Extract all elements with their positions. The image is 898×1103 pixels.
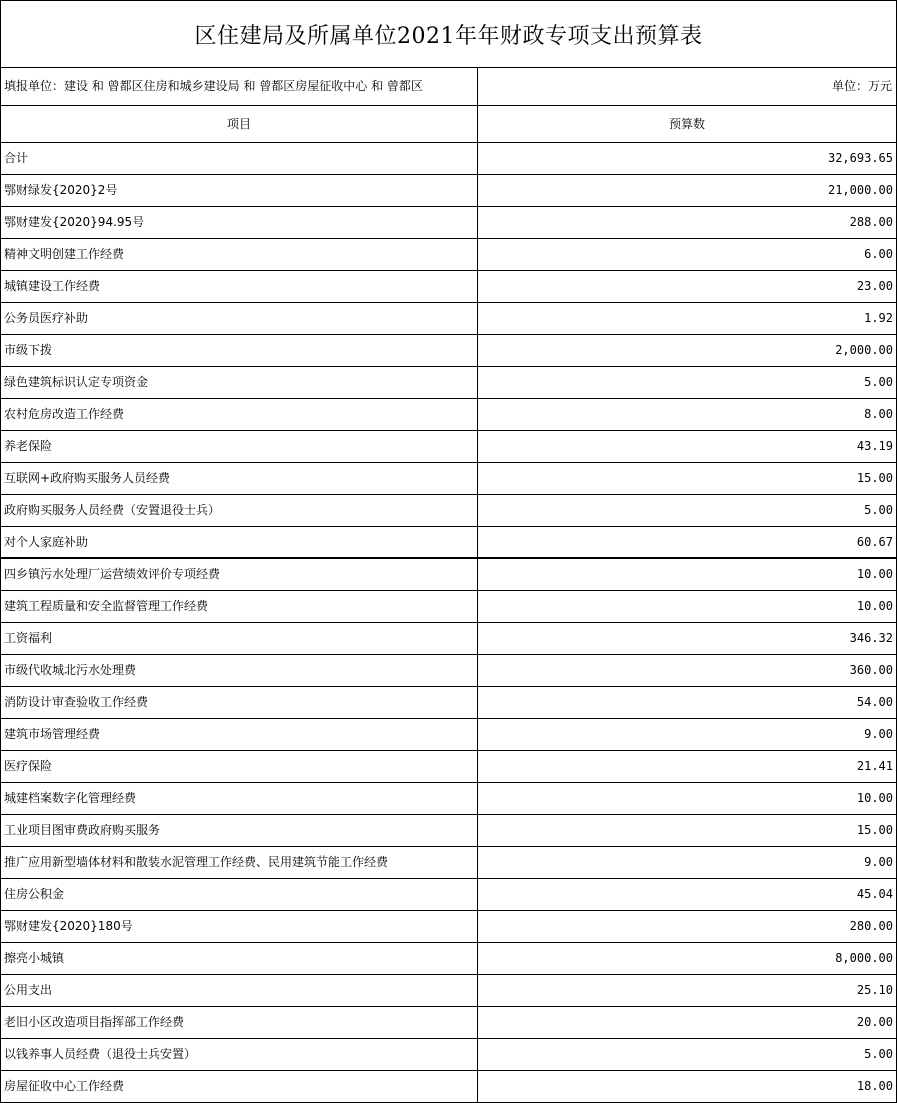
table-row bbox=[1, 623, 896, 655]
row-amount: 20.00 bbox=[856, 1015, 893, 1029]
row-amount: 1.92 bbox=[864, 311, 893, 325]
row-amount: 5.00 bbox=[864, 503, 893, 517]
table-body bbox=[1, 143, 896, 1103]
row-amount: 360.00 bbox=[849, 663, 893, 677]
row-amount: 10.00 bbox=[856, 599, 893, 613]
table-row bbox=[1, 367, 896, 399]
row-item-name: 养老保险 bbox=[1, 431, 478, 462]
row-amount: 5.00 bbox=[864, 375, 893, 389]
row-item-name: 工资福利 bbox=[1, 623, 478, 654]
table-row bbox=[1, 527, 896, 559]
column-header-item: 项目 bbox=[1, 106, 478, 142]
table-row bbox=[1, 431, 896, 463]
row-amount: 280.00 bbox=[849, 919, 893, 933]
row-amount: 15.00 bbox=[856, 823, 893, 837]
table-row bbox=[1, 655, 896, 687]
table-row bbox=[1, 207, 896, 239]
table-row bbox=[1, 591, 896, 623]
table-row bbox=[1, 783, 896, 815]
table-row bbox=[1, 239, 896, 271]
table-row bbox=[1, 335, 896, 367]
table-row bbox=[1, 303, 896, 335]
row-amount: 9.00 bbox=[864, 727, 893, 741]
row-item-name: 市级代收城北污水处理费 bbox=[1, 655, 478, 686]
row-amount: 60.67 bbox=[856, 535, 893, 549]
table-row bbox=[1, 815, 896, 847]
row-item-name: 以钱养事人员经费（退役士兵安置） bbox=[1, 1039, 478, 1070]
row-item-name: 合计 bbox=[1, 143, 478, 174]
row-item-name: 城建档案数字化管理经费 bbox=[1, 783, 478, 814]
row-item-name: 公用支出 bbox=[1, 975, 478, 1006]
row-amount: 288.00 bbox=[849, 215, 893, 229]
table-row bbox=[1, 1007, 896, 1039]
row-amount: 45.04 bbox=[856, 887, 893, 901]
row-item-name: 鄂财绿发{2020}2号 bbox=[1, 175, 478, 206]
row-amount: 54.00 bbox=[856, 695, 893, 709]
row-amount: 23.00 bbox=[856, 279, 893, 293]
row-item-name: 公务员医疗补助 bbox=[1, 303, 478, 334]
row-amount: 18.00 bbox=[856, 1079, 893, 1093]
table-row bbox=[1, 847, 896, 879]
table-row bbox=[1, 559, 896, 591]
table-row bbox=[1, 975, 896, 1007]
row-item-name: 擦亮小城镇 bbox=[1, 943, 478, 974]
row-item-name: 政府购买服务人员经费（安置退役士兵） bbox=[1, 495, 478, 526]
table-row bbox=[1, 399, 896, 431]
row-amount: 2,000.00 bbox=[835, 343, 893, 357]
row-item-name: 农村危房改造工作经费 bbox=[1, 399, 478, 430]
row-item-name: 精神文明创建工作经费 bbox=[1, 239, 478, 270]
row-amount: 10.00 bbox=[856, 567, 893, 581]
row-amount: 9.00 bbox=[864, 855, 893, 869]
row-item-name: 四乡镇污水处理厂运营绩效评价专项经费 bbox=[1, 559, 478, 590]
row-amount: 43.19 bbox=[856, 439, 893, 453]
row-amount: 10.00 bbox=[856, 791, 893, 805]
row-amount: 15.00 bbox=[856, 471, 893, 485]
table-row bbox=[1, 175, 896, 207]
row-amount: 21.41 bbox=[856, 759, 893, 773]
row-amount: 8.00 bbox=[864, 407, 893, 421]
column-header-amount: 预算数 bbox=[668, 117, 705, 131]
row-amount: 5.00 bbox=[864, 1047, 893, 1061]
reporting-unit: 填报单位：建设 和 曾都区住房和城乡建设局 和 曾都区房屋征收中心 和 曾都区 bbox=[1, 68, 478, 105]
row-item-name: 房屋征收中心工作经费 bbox=[1, 1071, 478, 1102]
table-row bbox=[1, 495, 896, 527]
table-row bbox=[1, 271, 896, 303]
row-item-name: 市级下拨 bbox=[1, 335, 478, 366]
row-item-name: 绿色建筑标识认定专项资金 bbox=[1, 367, 478, 398]
row-item-name: 消防设计审查验收工作经费 bbox=[1, 687, 478, 718]
row-item-name: 工业项目图审费政府购买服务 bbox=[1, 815, 478, 846]
table-row bbox=[1, 911, 896, 943]
table-row bbox=[1, 719, 896, 751]
row-amount: 8,000.00 bbox=[835, 951, 893, 965]
table-row bbox=[1, 463, 896, 495]
column-header-row bbox=[1, 106, 896, 143]
row-item-name: 鄂财建发{2020}94.95号 bbox=[1, 207, 478, 238]
table-row bbox=[1, 1071, 896, 1103]
table-row bbox=[1, 143, 896, 175]
row-amount: 21,000.00 bbox=[827, 183, 893, 197]
row-amount: 25.10 bbox=[856, 983, 893, 997]
table-row bbox=[1, 687, 896, 719]
currency-unit: 单位：万元 bbox=[831, 79, 892, 93]
row-item-name: 老旧小区改造项目指挥部工作经费 bbox=[1, 1007, 478, 1038]
row-item-name: 互联网+政府购买服务人员经费 bbox=[1, 463, 478, 494]
row-item-name: 建筑工程质量和安全监督管理工作经费 bbox=[1, 591, 478, 622]
row-amount: 32,693.65 bbox=[827, 151, 893, 165]
table-row bbox=[1, 943, 896, 975]
row-item-name: 建筑市场管理经费 bbox=[1, 719, 478, 750]
row-item-name: 医疗保险 bbox=[1, 751, 478, 782]
row-item-name: 鄂财建发{2020}180号 bbox=[1, 911, 478, 942]
table-row bbox=[1, 879, 896, 911]
row-item-name: 城镇建设工作经费 bbox=[1, 271, 478, 302]
info-row bbox=[1, 68, 896, 106]
table-row bbox=[1, 751, 896, 783]
row-amount: 6.00 bbox=[864, 247, 893, 261]
row-amount: 346.32 bbox=[849, 631, 893, 645]
table-row bbox=[1, 1039, 896, 1071]
row-item-name: 住房公积金 bbox=[1, 879, 478, 910]
row-item-name: 对个人家庭补助 bbox=[1, 527, 478, 557]
row-item-name: 推广应用新型墙体材料和散装水泥管理工作经费、民用建筑节能工作经费 bbox=[1, 847, 478, 878]
table-title: 区住建局及所属单位2021年年财政专项支出预算表 bbox=[1, 0, 896, 68]
